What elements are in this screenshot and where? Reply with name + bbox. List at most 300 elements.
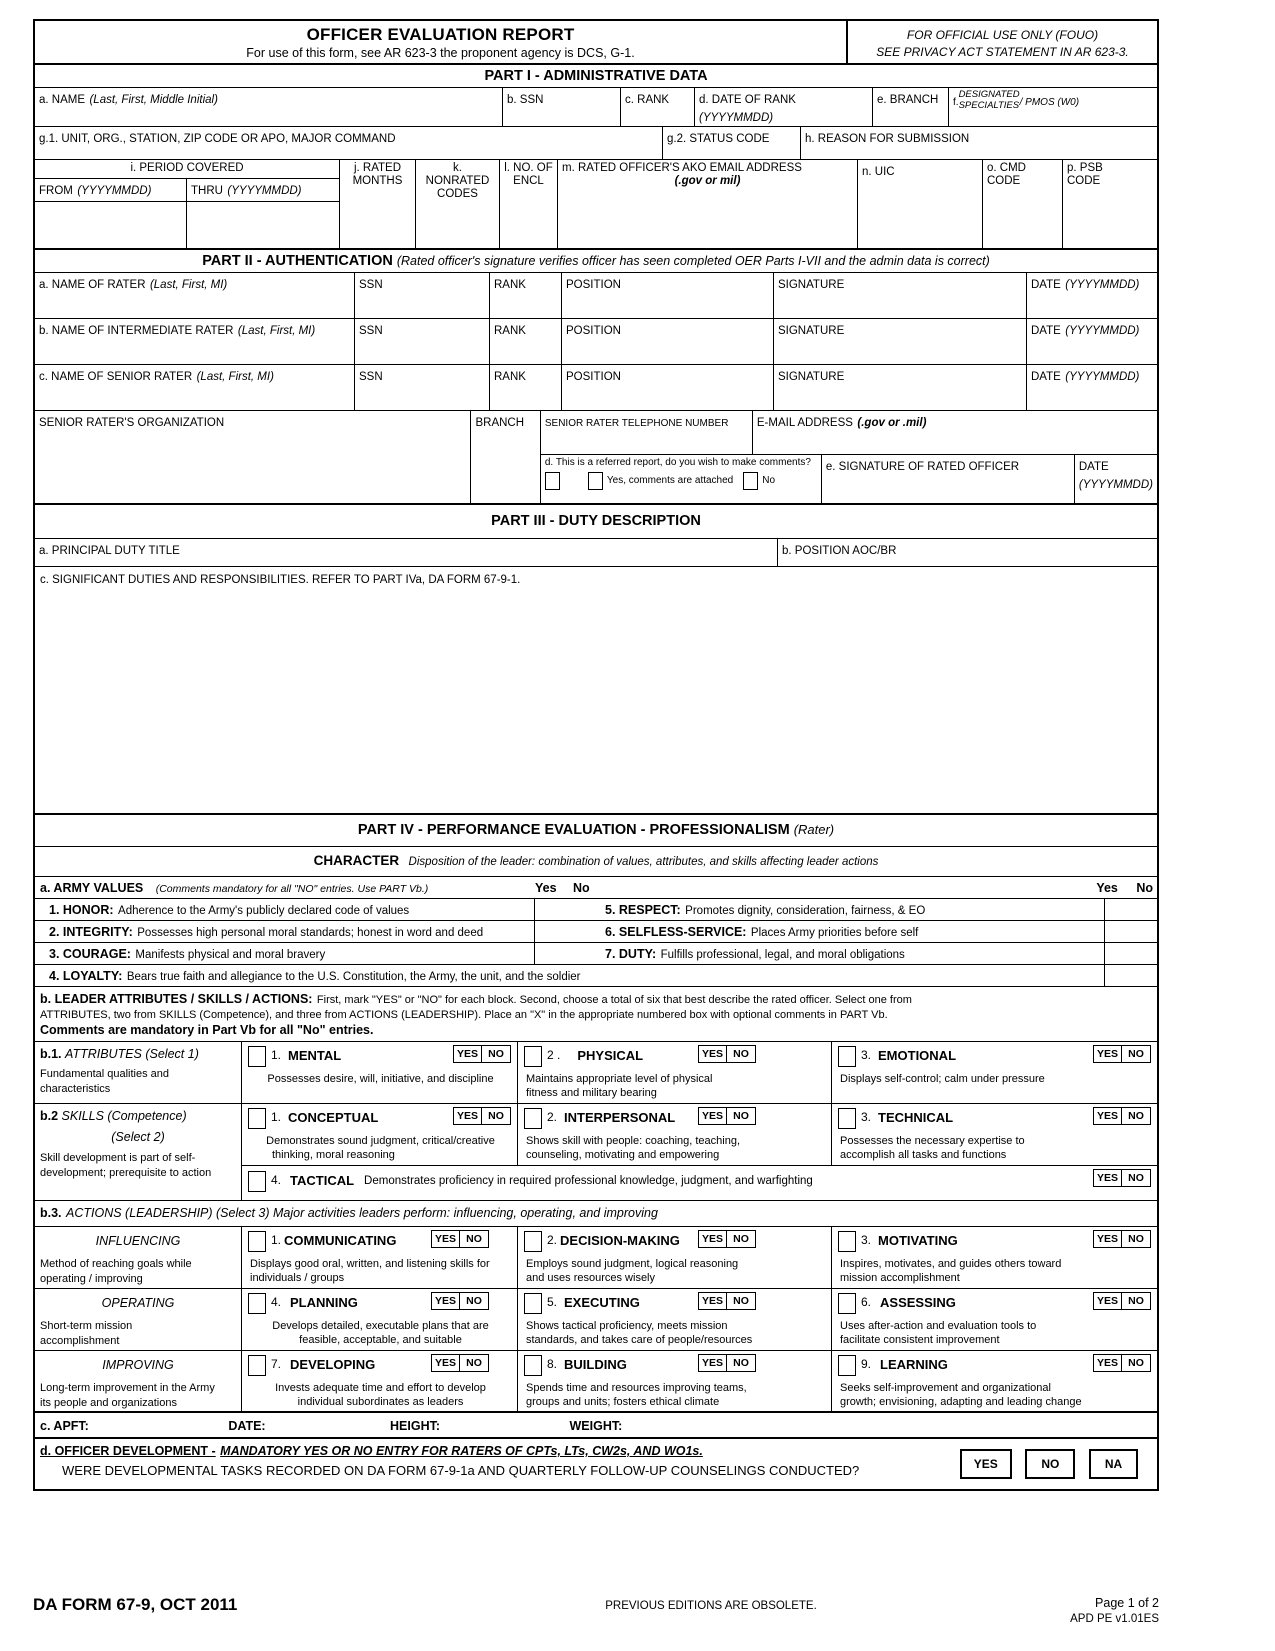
referred-checkbox-blank[interactable] bbox=[545, 472, 560, 490]
attr-emotional-desc1: Displays self-control; calm under pressure bbox=[840, 1072, 1045, 1085]
value-courage-num: 3. COURAGE: bbox=[49, 946, 131, 961]
no-header-left: No bbox=[573, 880, 590, 895]
b2-skills-row bbox=[35, 1104, 1157, 1201]
action-communicating-yesno[interactable] bbox=[431, 1230, 489, 1248]
field-name[interactable] bbox=[35, 88, 503, 126]
action-decision-making-num: 2. bbox=[547, 1232, 558, 1247]
action-planning-num: 4. bbox=[271, 1294, 282, 1309]
action-learning-num: 9. bbox=[861, 1356, 872, 1371]
skill-tactical-yesno[interactable] bbox=[1093, 1169, 1151, 1187]
value-integrity-num: 2. INTEGRITY: bbox=[49, 924, 133, 939]
sr-rater-position-label: POSITION bbox=[566, 371, 621, 384]
field-rater-rank[interactable] bbox=[490, 273, 562, 318]
skill-interpersonal-yesno[interactable] bbox=[698, 1107, 756, 1125]
referred-checkbox-yes[interactable] bbox=[588, 472, 603, 490]
referred-checkbox-no[interactable] bbox=[743, 472, 758, 490]
action-building-yes[interactable]: YES bbox=[699, 1355, 727, 1371]
duty-title-label: a. PRINCIPAL DUTY TITLE bbox=[39, 545, 180, 558]
skill-technical-num: 3. bbox=[861, 1109, 872, 1124]
field-int-rater-rank[interactable] bbox=[490, 319, 562, 364]
attr-physical-num: 2 . bbox=[547, 1047, 561, 1062]
b2-label-cell bbox=[35, 1104, 242, 1200]
page-title: OFFICER EVALUATION REPORT bbox=[306, 25, 575, 44]
field-sr-rater-position[interactable] bbox=[562, 365, 774, 410]
action-planning-yesno[interactable] bbox=[431, 1292, 489, 1310]
sr-email-hint: (.gov or .mil) bbox=[857, 417, 927, 430]
action-motivating-name: MOTIVATING bbox=[878, 1232, 958, 1248]
field-int-rater-position[interactable] bbox=[562, 319, 774, 364]
action-learning-checkbox[interactable] bbox=[838, 1355, 856, 1376]
skill-technical-no[interactable]: NO bbox=[1128, 1109, 1144, 1122]
sr-rater-date-label: DATE bbox=[1031, 371, 1061, 384]
skill-interpersonal-num: 2. bbox=[547, 1109, 558, 1124]
leader-b-label: b. LEADER ATTRIBUTES / SKILLS / ACTIONS: bbox=[40, 992, 313, 1007]
int-rater-signature-label: SIGNATURE bbox=[778, 325, 845, 338]
field-sr-rater-signature[interactable] bbox=[774, 365, 1027, 410]
skill-interpersonal-desc2: counseling, motivating and empowering bbox=[526, 1149, 720, 1162]
field-branch[interactable] bbox=[873, 88, 949, 126]
int-rater-name-hint: (Last, First, MI) bbox=[237, 325, 316, 338]
rater-rank-label: RANK bbox=[494, 279, 526, 292]
attr-physical-yesno[interactable] bbox=[698, 1045, 756, 1063]
army-value-row-loyalty bbox=[35, 965, 1157, 987]
field-rater-ssn[interactable] bbox=[355, 273, 490, 318]
part4-bar bbox=[35, 815, 1157, 847]
attr-emotional-no[interactable]: NO bbox=[1128, 1047, 1144, 1060]
period-from-input[interactable] bbox=[35, 202, 187, 248]
field-unit[interactable] bbox=[35, 127, 663, 159]
form-title-block bbox=[35, 21, 848, 63]
referred-report-row bbox=[541, 455, 1157, 503]
b2-sub1: Skill development is part of self- bbox=[40, 1151, 196, 1164]
cmd-line1: o. CMD bbox=[987, 162, 1026, 174]
field-status-code[interactable] bbox=[663, 127, 801, 159]
field-rater-name[interactable] bbox=[35, 273, 355, 318]
action-communicating-desc1: Displays good oral, written, and listening skills for bbox=[250, 1257, 490, 1270]
attr-emotional-name: EMOTIONAL bbox=[878, 1047, 957, 1063]
field-rater-signature[interactable] bbox=[774, 273, 1027, 318]
int-rater-position-label: POSITION bbox=[566, 325, 621, 338]
skill-conceptual[interactable] bbox=[242, 1104, 518, 1165]
field-int-rater-date[interactable] bbox=[1027, 319, 1157, 364]
field-name-hint: (Last, First, Middle Initial) bbox=[89, 94, 218, 106]
action-motivating[interactable] bbox=[832, 1227, 1157, 1288]
attr-emotional-num: 3. bbox=[861, 1047, 872, 1062]
action-planning[interactable] bbox=[242, 1289, 518, 1350]
value-courage-desc: Manifests physical and moral bravery bbox=[135, 948, 326, 961]
action-executing-no[interactable]: NO bbox=[733, 1294, 749, 1307]
skill-conceptual-no[interactable]: NO bbox=[488, 1109, 504, 1122]
sr-phone-label: SENIOR RATER TELEPHONE NUMBER bbox=[544, 418, 729, 430]
skill-tactical-desc: Demonstrates proficiency in required professional knowledge, judgment, and warfighting bbox=[364, 1174, 813, 1187]
skill-technical-checkbox[interactable] bbox=[838, 1108, 856, 1129]
action-communicating-no[interactable]: NO bbox=[466, 1232, 482, 1245]
b2-sub2: development; prerequisite to action bbox=[40, 1166, 212, 1179]
field-sr-rater-rank[interactable] bbox=[490, 365, 562, 410]
field-reason-label: h. REASON FOR SUBMISSION bbox=[805, 133, 970, 145]
action-planning-checkbox[interactable] bbox=[248, 1293, 266, 1314]
skill-tactical-checkbox[interactable] bbox=[248, 1171, 266, 1192]
position-aoc-label: b. POSITION AOC/BR bbox=[782, 545, 897, 558]
army-value-row bbox=[35, 899, 1157, 921]
skill-interpersonal[interactable] bbox=[518, 1104, 832, 1165]
attr-physical-desc2: fitness and military bearing bbox=[526, 1087, 657, 1100]
field-rated-officer-date[interactable] bbox=[1075, 455, 1157, 503]
action-communicating-name: COMMUNICATING bbox=[284, 1232, 397, 1248]
apft-label: c. APFT: bbox=[40, 1418, 89, 1433]
fouo-notice bbox=[848, 21, 1157, 63]
rated-officer-date-label: DATE bbox=[1078, 461, 1109, 474]
action-developing-num: 7. bbox=[271, 1356, 282, 1371]
field-rated-months[interactable] bbox=[340, 160, 416, 248]
value-selfless-num: 6. SELFLESS-SERVICE: bbox=[605, 924, 747, 939]
field-position-aoc[interactable] bbox=[778, 539, 1157, 566]
officer-dev-yes-button[interactable]: YES bbox=[960, 1449, 1012, 1479]
b1-sub1: Fundamental qualities and bbox=[40, 1067, 170, 1080]
field-psb-code[interactable] bbox=[1063, 160, 1157, 248]
field-ako-email[interactable] bbox=[558, 160, 858, 248]
field-designated-specialties[interactable] bbox=[949, 88, 1157, 126]
field-significant-duties[interactable] bbox=[35, 567, 1157, 815]
footer-right bbox=[959, 1595, 1159, 1627]
referred-report-group bbox=[541, 455, 822, 503]
apft-weight-label: WEIGHT: bbox=[569, 1418, 623, 1433]
value-courage bbox=[35, 943, 535, 965]
period-covered-group bbox=[35, 160, 340, 248]
action-assessing-desc2: facilitate consistent improvement bbox=[840, 1334, 1000, 1347]
field-status-label: g.2. STATUS CODE bbox=[667, 133, 770, 145]
action-planning-name: PLANNING bbox=[290, 1294, 358, 1310]
skill-technical[interactable] bbox=[832, 1104, 1157, 1165]
attr-mental[interactable] bbox=[242, 1042, 518, 1103]
influencing-title: INFLUENCING bbox=[95, 1233, 181, 1248]
officer-dev-no-button[interactable]: NO bbox=[1025, 1449, 1075, 1479]
ako-line1: m. RATED OFFICER'S AKO EMAIL ADDRESS bbox=[562, 162, 802, 174]
officer-dev-question: WERE DEVELOPMENTAL TASKS RECORDED ON DA FORM 67-9-1a AND QUARTERLY FOLLOW-UP COUNSELINGS CONDUCTED? bbox=[62, 1462, 860, 1478]
action-assessing-name: ASSESSING bbox=[880, 1294, 956, 1310]
part2-bar-bold: PART II - AUTHENTICATION bbox=[202, 253, 393, 270]
field-ssn[interactable] bbox=[503, 88, 621, 126]
field-dor-label: d. DATE OF RANK bbox=[699, 94, 796, 106]
skill-conceptual-checkbox[interactable] bbox=[248, 1108, 266, 1129]
field-int-rater-signature[interactable] bbox=[774, 319, 1027, 364]
field-sr-rater-name[interactable] bbox=[35, 365, 355, 410]
sr-rater-rank-label: RANK bbox=[494, 371, 526, 384]
action-planning-no[interactable]: NO bbox=[466, 1294, 482, 1307]
encl-line1: l. NO. OF bbox=[504, 162, 553, 174]
attr-physical-yes[interactable]: YES bbox=[699, 1046, 727, 1062]
uic-label: n. UIC bbox=[862, 166, 895, 178]
field-sr-organization[interactable] bbox=[35, 411, 471, 503]
int-rater-name-label: b. NAME OF INTERMEDIATE RATER bbox=[39, 325, 234, 338]
skill-conceptual-yes[interactable]: YES bbox=[454, 1108, 482, 1124]
field-sr-branch[interactable] bbox=[471, 411, 540, 503]
improving-label-cell bbox=[35, 1351, 242, 1411]
value-selfless-service bbox=[591, 921, 1105, 943]
b3-label-bold: b.3. bbox=[40, 1205, 62, 1220]
skill-conceptual-name: CONCEPTUAL bbox=[288, 1109, 379, 1125]
part1-bar: PART I - ADMINISTRATIVE DATA bbox=[35, 65, 1157, 88]
field-branch-label: e. BRANCH bbox=[877, 94, 939, 106]
period-covered-headers bbox=[35, 179, 339, 202]
action-building-desc1: Spends time and resources improving teams, bbox=[526, 1381, 747, 1394]
action-communicating-checkbox[interactable] bbox=[248, 1231, 266, 1252]
encl-line2: ENCL bbox=[513, 175, 544, 188]
period-thru-input[interactable] bbox=[187, 202, 339, 248]
action-building-num: 8. bbox=[547, 1356, 558, 1371]
value-integrity bbox=[35, 921, 535, 943]
apd-version: APD PE v1.01ES bbox=[1070, 1612, 1159, 1625]
action-decision-making-yes[interactable]: YES bbox=[699, 1231, 727, 1247]
action-motivating-no[interactable]: NO bbox=[1128, 1232, 1144, 1245]
action-developing-checkbox[interactable] bbox=[248, 1355, 266, 1376]
sr-rater-ssn-label: SSN bbox=[359, 371, 383, 384]
period-from-label: FROM bbox=[39, 185, 73, 198]
field-ssn-label: b. SSN bbox=[507, 94, 544, 106]
action-planning-yes[interactable]: YES bbox=[432, 1293, 460, 1309]
field-sr-email[interactable] bbox=[753, 411, 1157, 454]
attr-mental-yesno[interactable] bbox=[453, 1045, 511, 1063]
value-respect-desc: Promotes dignity, consideration, fairness, & EO bbox=[685, 904, 926, 917]
field-sr-rater-ssn[interactable] bbox=[355, 365, 490, 410]
action-developing-yesno[interactable] bbox=[431, 1354, 489, 1372]
action-executing-num: 5. bbox=[547, 1294, 558, 1309]
army-value-row bbox=[35, 943, 1157, 965]
field-sr-rater-date[interactable] bbox=[1027, 365, 1157, 410]
b1-label-italic: ATTRIBUTES (Select 1) bbox=[65, 1046, 199, 1061]
action-assessing[interactable] bbox=[832, 1289, 1157, 1350]
action-building-yesno[interactable] bbox=[698, 1354, 756, 1372]
field-int-rater-name[interactable] bbox=[35, 319, 355, 364]
field-sr-phone[interactable] bbox=[541, 411, 753, 454]
skill-interpersonal-yes[interactable]: YES bbox=[699, 1108, 727, 1124]
part4-bar-italic: (Rater) bbox=[793, 822, 835, 838]
operating-sub1: Short-term mission bbox=[40, 1319, 133, 1332]
action-communicating-desc2: individuals / groups bbox=[250, 1272, 345, 1285]
skill-technical-yesno[interactable] bbox=[1093, 1107, 1151, 1125]
apft-date-label: DATE: bbox=[228, 1418, 266, 1433]
fouo-line-2: SEE PRIVACY ACT STATEMENT IN AR 623-3. bbox=[876, 45, 1129, 60]
b2-label-bold: b.2 bbox=[40, 1108, 59, 1123]
field-principal-duty-title[interactable] bbox=[35, 539, 778, 566]
apft-row bbox=[35, 1413, 1157, 1439]
skill-interpersonal-checkbox[interactable] bbox=[524, 1108, 542, 1129]
rated-months-line1: j. RATED bbox=[353, 162, 402, 174]
value-honor-num: 1. HONOR: bbox=[49, 902, 114, 917]
field-rater-date[interactable] bbox=[1027, 273, 1157, 318]
rater-position-label: POSITION bbox=[566, 279, 621, 292]
sr-email-label: E-MAIL ADDRESS bbox=[756, 417, 853, 430]
form-header bbox=[35, 21, 1157, 65]
sr-rater-name-hint: (Last, First, MI) bbox=[196, 371, 274, 384]
value-duty-desc: Fulfills professional, legal, and moral obligations bbox=[660, 948, 905, 961]
field-reason-for-submission[interactable] bbox=[801, 127, 1157, 159]
leader-b-text2: ATTRIBUTES, two from SKILLS (Competence), and three from ACTIONS (LEADERSHIP). Place an "X" in the appropriate numbered box with optional comments in PART Vb. bbox=[40, 1009, 888, 1022]
sr-rater-date-hint: (YYYYMMDD) bbox=[1065, 371, 1140, 384]
action-learning-yes[interactable]: YES bbox=[1094, 1355, 1122, 1371]
referred-question: d. This is a referred report, do you wish to make comments? bbox=[544, 457, 811, 469]
action-learning[interactable] bbox=[832, 1351, 1157, 1411]
yes-header-left: Yes bbox=[535, 880, 557, 895]
rater-ssn-label: SSN bbox=[359, 279, 383, 292]
action-decision-making-no[interactable]: NO bbox=[733, 1232, 749, 1245]
previous-editions-note: PREVIOUS EDITIONS ARE OBSOLETE. bbox=[605, 1600, 817, 1612]
character-label: CHARACTER bbox=[313, 853, 400, 869]
rated-officer-sig-label: e. SIGNATURE OF RATED OFFICER bbox=[825, 461, 1020, 474]
action-executing-checkbox[interactable] bbox=[524, 1293, 542, 1314]
action-decision-making-desc2: and uses resources wisely bbox=[526, 1272, 656, 1285]
field-nonrated-codes[interactable] bbox=[416, 160, 500, 248]
action-building-checkbox[interactable] bbox=[524, 1355, 542, 1376]
fouo-line-1: FOR OFFICIAL USE ONLY (FOUO) bbox=[906, 28, 1099, 42]
influencing-label-cell bbox=[35, 1227, 242, 1288]
attr-mental-yes[interactable]: YES bbox=[454, 1046, 482, 1062]
nonrated-line2: CODES bbox=[437, 188, 478, 201]
skill-conceptual-yesno[interactable] bbox=[453, 1107, 511, 1125]
spec-line-1: DESIGNATED bbox=[958, 89, 1020, 100]
action-communicating-yes[interactable]: YES bbox=[432, 1231, 460, 1247]
operating-label-cell bbox=[35, 1289, 242, 1350]
period-thru-label: THRU bbox=[191, 185, 223, 198]
sr-branch-label: BRANCH bbox=[475, 417, 525, 430]
referred-yes-label: Yes, comments are attached bbox=[606, 474, 734, 486]
page-number: Page 1 of 2 bbox=[1095, 1596, 1159, 1610]
attr-physical-checkbox[interactable] bbox=[524, 1046, 542, 1067]
action-assessing-yesno[interactable] bbox=[1093, 1292, 1151, 1310]
skill-tactical-no[interactable]: NO bbox=[1128, 1171, 1144, 1184]
action-developing-name: DEVELOPING bbox=[290, 1356, 376, 1372]
part2-bar bbox=[35, 250, 1157, 273]
sr-rater-name-label: c. NAME OF SENIOR RATER bbox=[39, 371, 193, 384]
b2-right-stack bbox=[242, 1104, 1157, 1200]
character-desc: Disposition of the leader: combination of values, attributes, and skills affecting leader actions bbox=[408, 856, 879, 869]
action-building-no[interactable]: NO bbox=[733, 1356, 749, 1369]
action-developing-no[interactable]: NO bbox=[466, 1356, 482, 1369]
spec-line-2: SPECIALTIES bbox=[958, 99, 1020, 111]
yesno-header-right bbox=[1085, 879, 1157, 897]
action-motivating-desc1: Inspires, motivates, and guides others toward bbox=[840, 1257, 1062, 1270]
ako-line2: (.gov or mil) bbox=[674, 175, 741, 188]
apft-height-label: HEIGHT: bbox=[390, 1418, 441, 1433]
action-executing[interactable] bbox=[518, 1289, 832, 1350]
action-decision-making-yesno[interactable] bbox=[698, 1230, 756, 1248]
attr-emotional[interactable] bbox=[832, 1042, 1157, 1103]
action-communicating-num: 1. bbox=[271, 1232, 282, 1247]
no-header-right: No bbox=[1136, 880, 1153, 895]
action-assessing-checkbox[interactable] bbox=[838, 1293, 856, 1314]
int-rater-date-label: DATE bbox=[1031, 325, 1061, 338]
field-no-of-encl[interactable] bbox=[500, 160, 558, 248]
field-cmd-code[interactable] bbox=[983, 160, 1063, 248]
sr-org-label: SENIOR RATER'S ORGANIZATION bbox=[39, 417, 225, 430]
action-executing-yes[interactable]: YES bbox=[699, 1293, 727, 1309]
value-duty-num: 7. DUTY: bbox=[605, 946, 657, 961]
attr-mental-checkbox[interactable] bbox=[248, 1046, 266, 1067]
attr-mental-num: 1. bbox=[271, 1047, 282, 1062]
improving-sub1: Long-term improvement in the Army bbox=[40, 1381, 215, 1394]
field-rank[interactable] bbox=[621, 88, 695, 126]
action-assessing-num: 6. bbox=[861, 1294, 872, 1309]
period-thru-hint: (YYYYMMDD) bbox=[227, 185, 302, 198]
action-assessing-yes[interactable]: YES bbox=[1094, 1293, 1122, 1309]
leader-instructions bbox=[35, 987, 1157, 1042]
value-selfless-desc: Places Army priorities before self bbox=[750, 926, 919, 939]
skill-interpersonal-no[interactable]: NO bbox=[733, 1109, 749, 1122]
action-planning-desc1: Develops detailed, executable plans that are bbox=[272, 1319, 489, 1332]
value-loyalty-num: 4. LOYALTY: bbox=[49, 968, 123, 983]
rater-name-hint: (Last, First, MI) bbox=[149, 279, 228, 292]
action-motivating-yesno[interactable] bbox=[1093, 1230, 1151, 1248]
spec-prefix: f. bbox=[953, 97, 959, 109]
improving-sub2: its people and organizations bbox=[40, 1396, 177, 1409]
attr-mental-no[interactable]: NO bbox=[488, 1047, 504, 1060]
skill-tactical-yes[interactable]: YES bbox=[1094, 1170, 1122, 1186]
attr-mental-name: MENTAL bbox=[288, 1047, 342, 1063]
action-learning-yesno[interactable] bbox=[1093, 1354, 1151, 1372]
skill-technical-yes[interactable]: YES bbox=[1094, 1108, 1122, 1124]
b3-label-italic: ACTIONS (LEADERSHIP) (Select 3) Major activities leaders perform: influencing, operating, and improving bbox=[66, 1205, 658, 1220]
attr-physical-no[interactable]: NO bbox=[733, 1047, 749, 1060]
officer-dev-na-button[interactable]: NA bbox=[1089, 1449, 1138, 1479]
action-motivating-checkbox[interactable] bbox=[838, 1231, 856, 1252]
army-values-label-cell bbox=[35, 879, 535, 897]
attr-physical[interactable] bbox=[518, 1042, 832, 1103]
field-int-rater-ssn[interactable] bbox=[355, 319, 490, 364]
action-developing-yes[interactable]: YES bbox=[432, 1355, 460, 1371]
action-developing-desc1: Invests adequate time and effort to develop bbox=[275, 1381, 486, 1394]
action-decision-making[interactable] bbox=[518, 1227, 832, 1288]
int-rater-rank-label: RANK bbox=[494, 325, 526, 338]
action-motivating-yes[interactable]: YES bbox=[1094, 1231, 1122, 1247]
action-building-desc2: groups and units; fosters ethical climate bbox=[526, 1396, 720, 1409]
action-decision-making-checkbox[interactable] bbox=[524, 1231, 542, 1252]
attr-emotional-yesno[interactable] bbox=[1093, 1045, 1151, 1063]
int-rater-ssn-label: SSN bbox=[359, 325, 383, 338]
action-developing-desc2: individual subordinates as leaders bbox=[297, 1396, 464, 1409]
field-date-of-rank[interactable] bbox=[695, 88, 873, 126]
action-learning-name: LEARNING bbox=[880, 1356, 948, 1372]
field-uic[interactable] bbox=[858, 160, 983, 248]
officer-dev-label: d. OFFICER DEVELOPMENT - bbox=[40, 1443, 216, 1458]
action-assessing-desc1: Uses after-action and evaluation tools to bbox=[840, 1319, 1037, 1332]
skill-interpersonal-name: INTERPERSONAL bbox=[564, 1109, 676, 1125]
sr-right-stack bbox=[541, 411, 1157, 503]
int-rater-date-hint: (YYYYMMDD) bbox=[1065, 325, 1140, 338]
skill-tactical[interactable] bbox=[242, 1166, 1157, 1200]
action-assessing-no[interactable]: NO bbox=[1128, 1294, 1144, 1307]
officer-dev-text bbox=[35, 1439, 941, 1489]
attr-emotional-checkbox[interactable] bbox=[838, 1046, 856, 1067]
period-covered-inputs bbox=[35, 202, 339, 248]
field-name-label: a. NAME bbox=[39, 94, 86, 106]
officer-development-row bbox=[35, 1439, 1157, 1489]
improving-title: IMPROVING bbox=[102, 1357, 174, 1372]
psb-line2: CODE bbox=[1067, 175, 1101, 188]
skill-technical-desc1: Possesses the necessary expertise to bbox=[840, 1134, 1025, 1147]
cmd-line2: CODE bbox=[987, 175, 1021, 188]
action-communicating[interactable] bbox=[242, 1227, 518, 1288]
action-building[interactable] bbox=[518, 1351, 832, 1411]
field-rater-position[interactable] bbox=[562, 273, 774, 318]
action-learning-no[interactable]: NO bbox=[1128, 1356, 1144, 1369]
action-executing-yesno[interactable] bbox=[698, 1292, 756, 1310]
attr-emotional-yes[interactable]: YES bbox=[1094, 1046, 1122, 1062]
action-decision-making-name: DECISION-MAKING bbox=[560, 1232, 680, 1248]
field-rated-officer-signature[interactable] bbox=[822, 455, 1075, 503]
action-developing[interactable] bbox=[242, 1351, 518, 1411]
leader-b-text3: Comments are mandatory in Part Vb for all "No" entries. bbox=[40, 1022, 374, 1037]
skill-conceptual-desc1: Demonstrates sound judgment, critical/creative bbox=[266, 1134, 495, 1147]
